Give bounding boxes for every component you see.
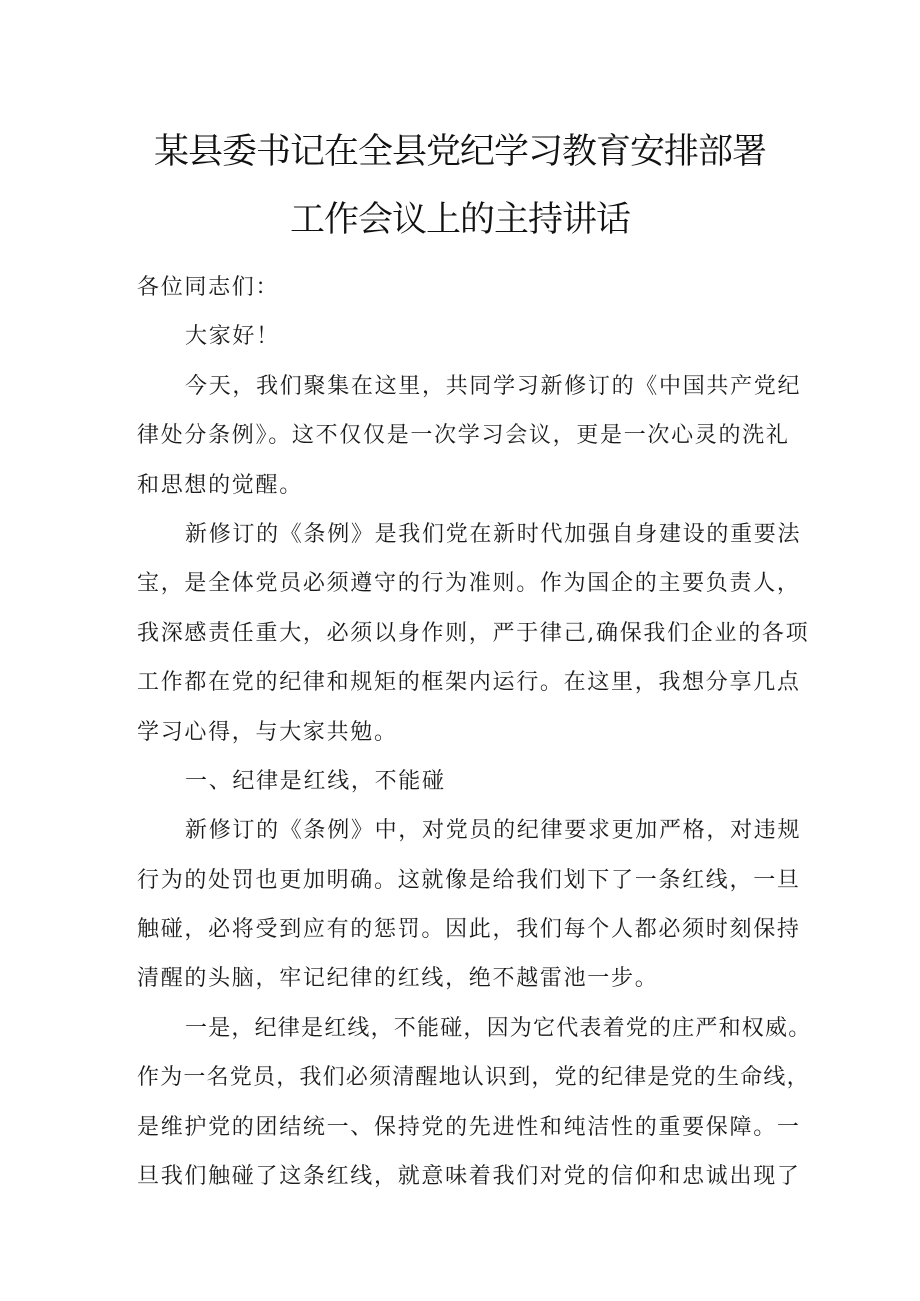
- document-body: [137, 263, 837, 1201]
- paragraph-line: 清醒的头脑，牢记纪律的红线，绝不越雷池一步。: [137, 966, 659, 992]
- paragraph-line: 作为一名党员，我们必须清醒地认识到，党的纪律是党的生命线，: [137, 1065, 810, 1091]
- section-heading: 一、纪律是红线，不能碰: [185, 768, 446, 794]
- paragraph-line: 工作都在党的纪律和规矩的框架内运行。在这里，我想分享几点: [137, 670, 801, 696]
- paragraph-line: 新修订的《条例》中，对党员的纪律要求更加严格，对违规: [185, 818, 802, 844]
- document-title-line-2: 工作会议上的主持讲话: [289, 200, 630, 240]
- document-title-line-1: 某县委书记在全县党纪学习教育安排部署: [153, 132, 766, 172]
- paragraph-line: 今天，我们聚集在这里，共同学习新修订的《中国共产党纪: [185, 373, 802, 399]
- paragraph-line: 和思想的觉醒。: [137, 472, 303, 498]
- salutation: 各位同志们：: [137, 275, 280, 300]
- paragraph-line: 触碰，必将受到应有的惩罚。因此，我们每个人都必须时刻保持: [137, 917, 801, 943]
- paragraph-line: 一是，纪律是红线，不能碰，因为它代表着党的庄严和权威。: [185, 1015, 812, 1041]
- paragraph-line: 律处分条例》。这不仅仅是一次学习会议，更是一次心灵的洗礼: [137, 423, 790, 449]
- paragraph-line: 我深感责任重大，必须以身作则，严于律己,确保我们企业的各项: [137, 620, 810, 646]
- paragraph-line: 新修订的《条例》是我们党在新时代加强自身建设的重要法: [185, 521, 802, 547]
- greeting: 大家好！: [185, 324, 280, 350]
- paragraph-line: 宝，是全体党员必须遵守的行为准则。作为国企的主要负责人，: [137, 571, 801, 597]
- paragraph-line: 行为的处罚也更加明确。这就像是给我们划下了一条红线，一旦: [137, 867, 801, 893]
- paragraph-line: 是维护党的团结统一、保持党的先进性和纯洁性的重要保障。一: [137, 1114, 801, 1140]
- paragraph-line: 学习心得，与大家共勉。: [137, 719, 398, 745]
- paragraph-line: 旦我们触碰了这条红线，就意味着我们对党的信仰和忠诚出现了: [137, 1164, 801, 1190]
